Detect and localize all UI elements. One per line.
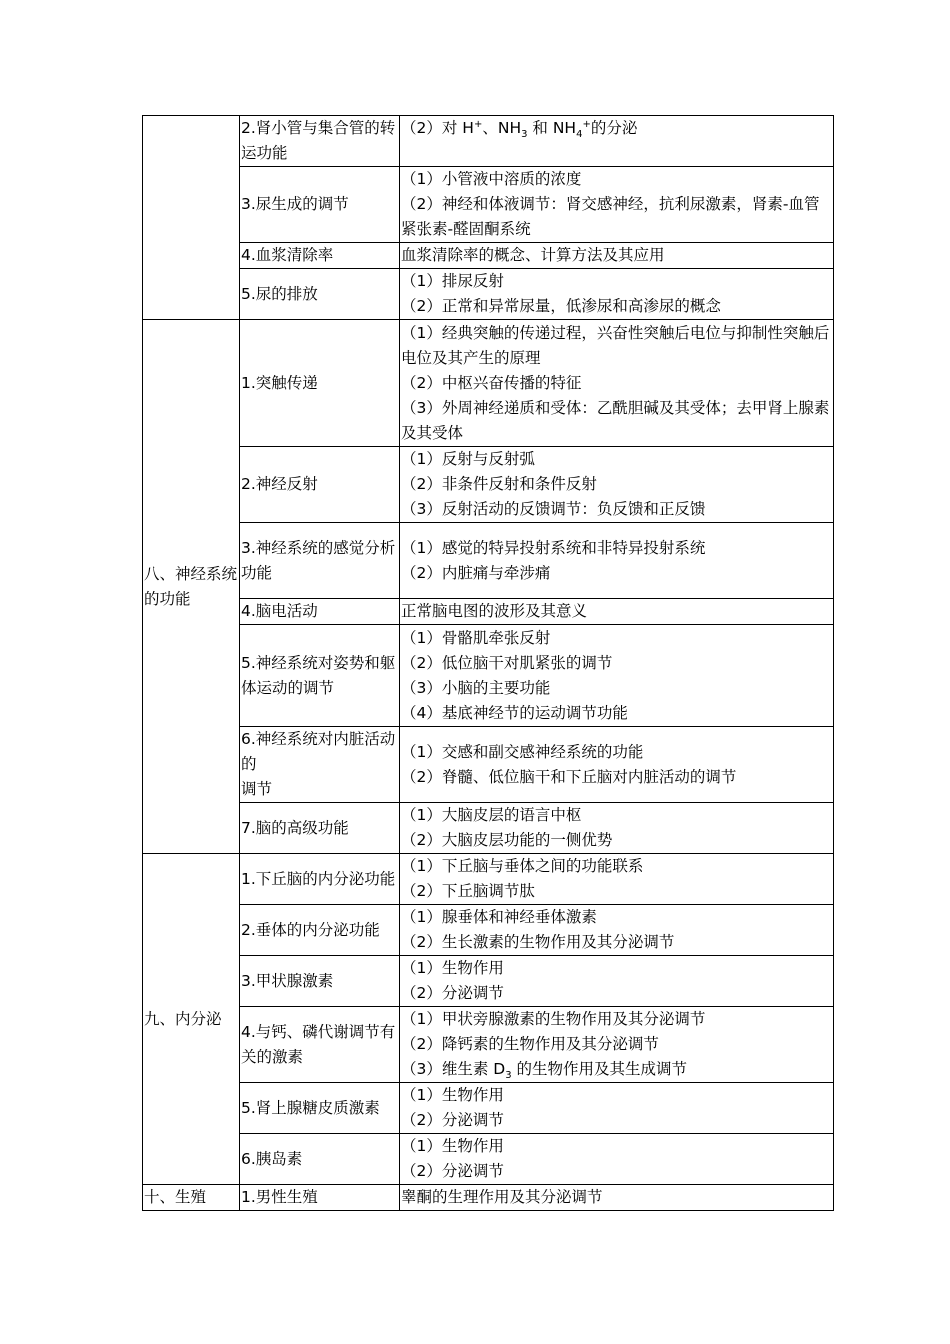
table-row [143,727,834,803]
content-line: （4）基底神经节的运动调节功能 [401,703,628,722]
section-title-cell: 八、神经系统的功能 [143,320,240,854]
table-row [143,854,834,905]
topic-cell: 5.神经系统对姿势和躯体运动的调节 [240,625,400,727]
topic-cell: 3.甲状腺激素 [240,956,400,1007]
content-line: （3）外周神经递质和受体：乙酰胆碱及其受体；去甲肾上腺素及其受体 [401,398,830,442]
table-row [143,956,834,1007]
content-line: （1）甲状旁腺激素的生物作用及其分泌调节 [401,1010,706,1028]
content-line: （1）感觉的特异投射系统和非特异投射系统 [401,538,706,557]
content-cell [400,803,834,854]
content-line: （2）中枢兴奋传播的特征 [401,373,582,392]
content-line: （2）分泌调节 [401,1111,504,1129]
content-cell [400,727,834,803]
table-row [143,320,834,447]
topic-cell: 5.尿的排放 [240,269,400,320]
content-line: （2）生长激素的生物作用及其分泌调节 [401,933,675,951]
content-line: （1）排尿反射 [401,272,504,290]
content-cell [400,625,834,727]
topic-cell: 1.男性生殖 [240,1185,400,1211]
table-row [143,116,834,167]
topic-cell: 2.肾小管与集合管的转运功能 [240,116,400,167]
table-row [143,269,834,320]
topic-cell: 3.尿生成的调节 [240,167,400,243]
content-line: （1）小管液中溶质的浓度 [401,170,582,188]
content-line: （3）反射活动的反馈调节：负反馈和正反馈 [401,500,706,518]
table-row [143,803,834,854]
content-line: （1）交感和副交感神经系统的功能 [401,742,644,761]
content-cell [400,1134,834,1185]
content-cell: （2）对 H+、$NH_3$ 和 $NH_4^+$的分泌 [400,116,834,167]
table-row [143,599,834,625]
table-row [143,447,834,523]
topic-cell: 6.胰岛素 [240,1134,400,1185]
topic-cell: 1.突触传递 [240,320,400,447]
content-line: （3）维生素 $D_3$ 的生物作用及其生成调节 [401,1060,688,1082]
content-line: （1）生物作用 [401,1086,504,1104]
content-cell [400,1083,834,1134]
section-title-cell: 九、内分泌 [143,854,240,1185]
table-row [143,1083,834,1134]
content-cell: 睾酮的生理作用及其分泌调节 [400,1185,834,1211]
content-cell [400,956,834,1007]
content-cell [400,905,834,956]
content-line: （2）低位脑干对肌紧张的调节 [401,653,613,672]
topic-cell: 4.与钙、磷代谢调节有关的激素 [240,1007,400,1083]
content-line: （2）下丘脑调节肽 [401,882,535,900]
content-line: （2）神经和体液调节：肾交感神经，抗利尿激素，肾素-血管紧张素-醛固酮系统 [401,195,820,238]
table-row [143,1185,834,1211]
topic-cell: 5.肾上腺糖皮质激素 [240,1083,400,1134]
content-line: （2）脊髓、低位脑干和下丘脑对内脏活动的调节 [401,767,737,786]
content-line: （1）生物作用 [401,1137,504,1155]
topic-cell: 2.垂体的内分泌功能 [240,905,400,956]
content-cell [400,447,834,523]
content-line: （2）非条件反射和条件反射 [401,475,597,493]
section-title-cell: 十、生殖 [143,1185,240,1211]
content-cell [400,854,834,905]
content-cell [400,523,834,599]
table-row [143,523,834,599]
topic-cell: 4.血浆清除率 [240,243,400,269]
content-line: （2）大脑皮层功能的一侧优势 [401,831,613,849]
table-row [143,243,834,269]
content-line: （3）小脑的主要功能 [401,678,551,697]
topic-cell: 3.神经系统的感觉分析 功能 [240,523,400,599]
content-cell: 血浆清除率的概念、计算方法及其应用 [400,243,834,269]
topic-cell: 6.神经系统对内脏活动的 调节 [240,727,400,803]
content-line: （2）分泌调节 [401,1162,504,1180]
content-line: （2）降钙素的生物作用及其分泌调节 [401,1035,659,1053]
content-line: （1）大脑皮层的语言中枢 [401,806,582,824]
content-line: （1）骨骼肌牵张反射 [401,628,551,647]
content-cell [400,1007,834,1083]
table-row [143,1134,834,1185]
content-cell [400,269,834,320]
section-title-cell [143,116,240,320]
content-line: （1）腺垂体和神经垂体激素 [401,908,597,926]
table-row [143,905,834,956]
content-cell [400,320,834,447]
content-line: （2）内脏痛与牵涉痛 [401,563,551,582]
content-line: （1）经典突触的传递过程，兴奋性突触后电位与抑制性突触后电位及其产生的原理 [401,323,830,367]
content-line: （1）下丘脑与垂体之间的功能联系 [401,857,644,875]
syllabus-table [142,115,834,1211]
table-row [143,1007,834,1083]
topic-cell: 7.脑的高级功能 [240,803,400,854]
topic-cell: 2.神经反射 [240,447,400,523]
content-line: （2）正常和异常尿量，低渗尿和高渗尿的概念 [401,297,721,315]
topic-cell: 4.脑电活动 [240,599,400,625]
content-cell [400,167,834,243]
content-line: （2）分泌调节 [401,984,504,1002]
table-row [143,167,834,243]
table-row [143,625,834,727]
content-cell: 正常脑电图的波形及其意义 [400,599,834,625]
topic-cell: 1.下丘脑的内分泌功能 [240,854,400,905]
content-line: （1）生物作用 [401,959,504,977]
content-line: （1）反射与反射弧 [401,450,535,468]
